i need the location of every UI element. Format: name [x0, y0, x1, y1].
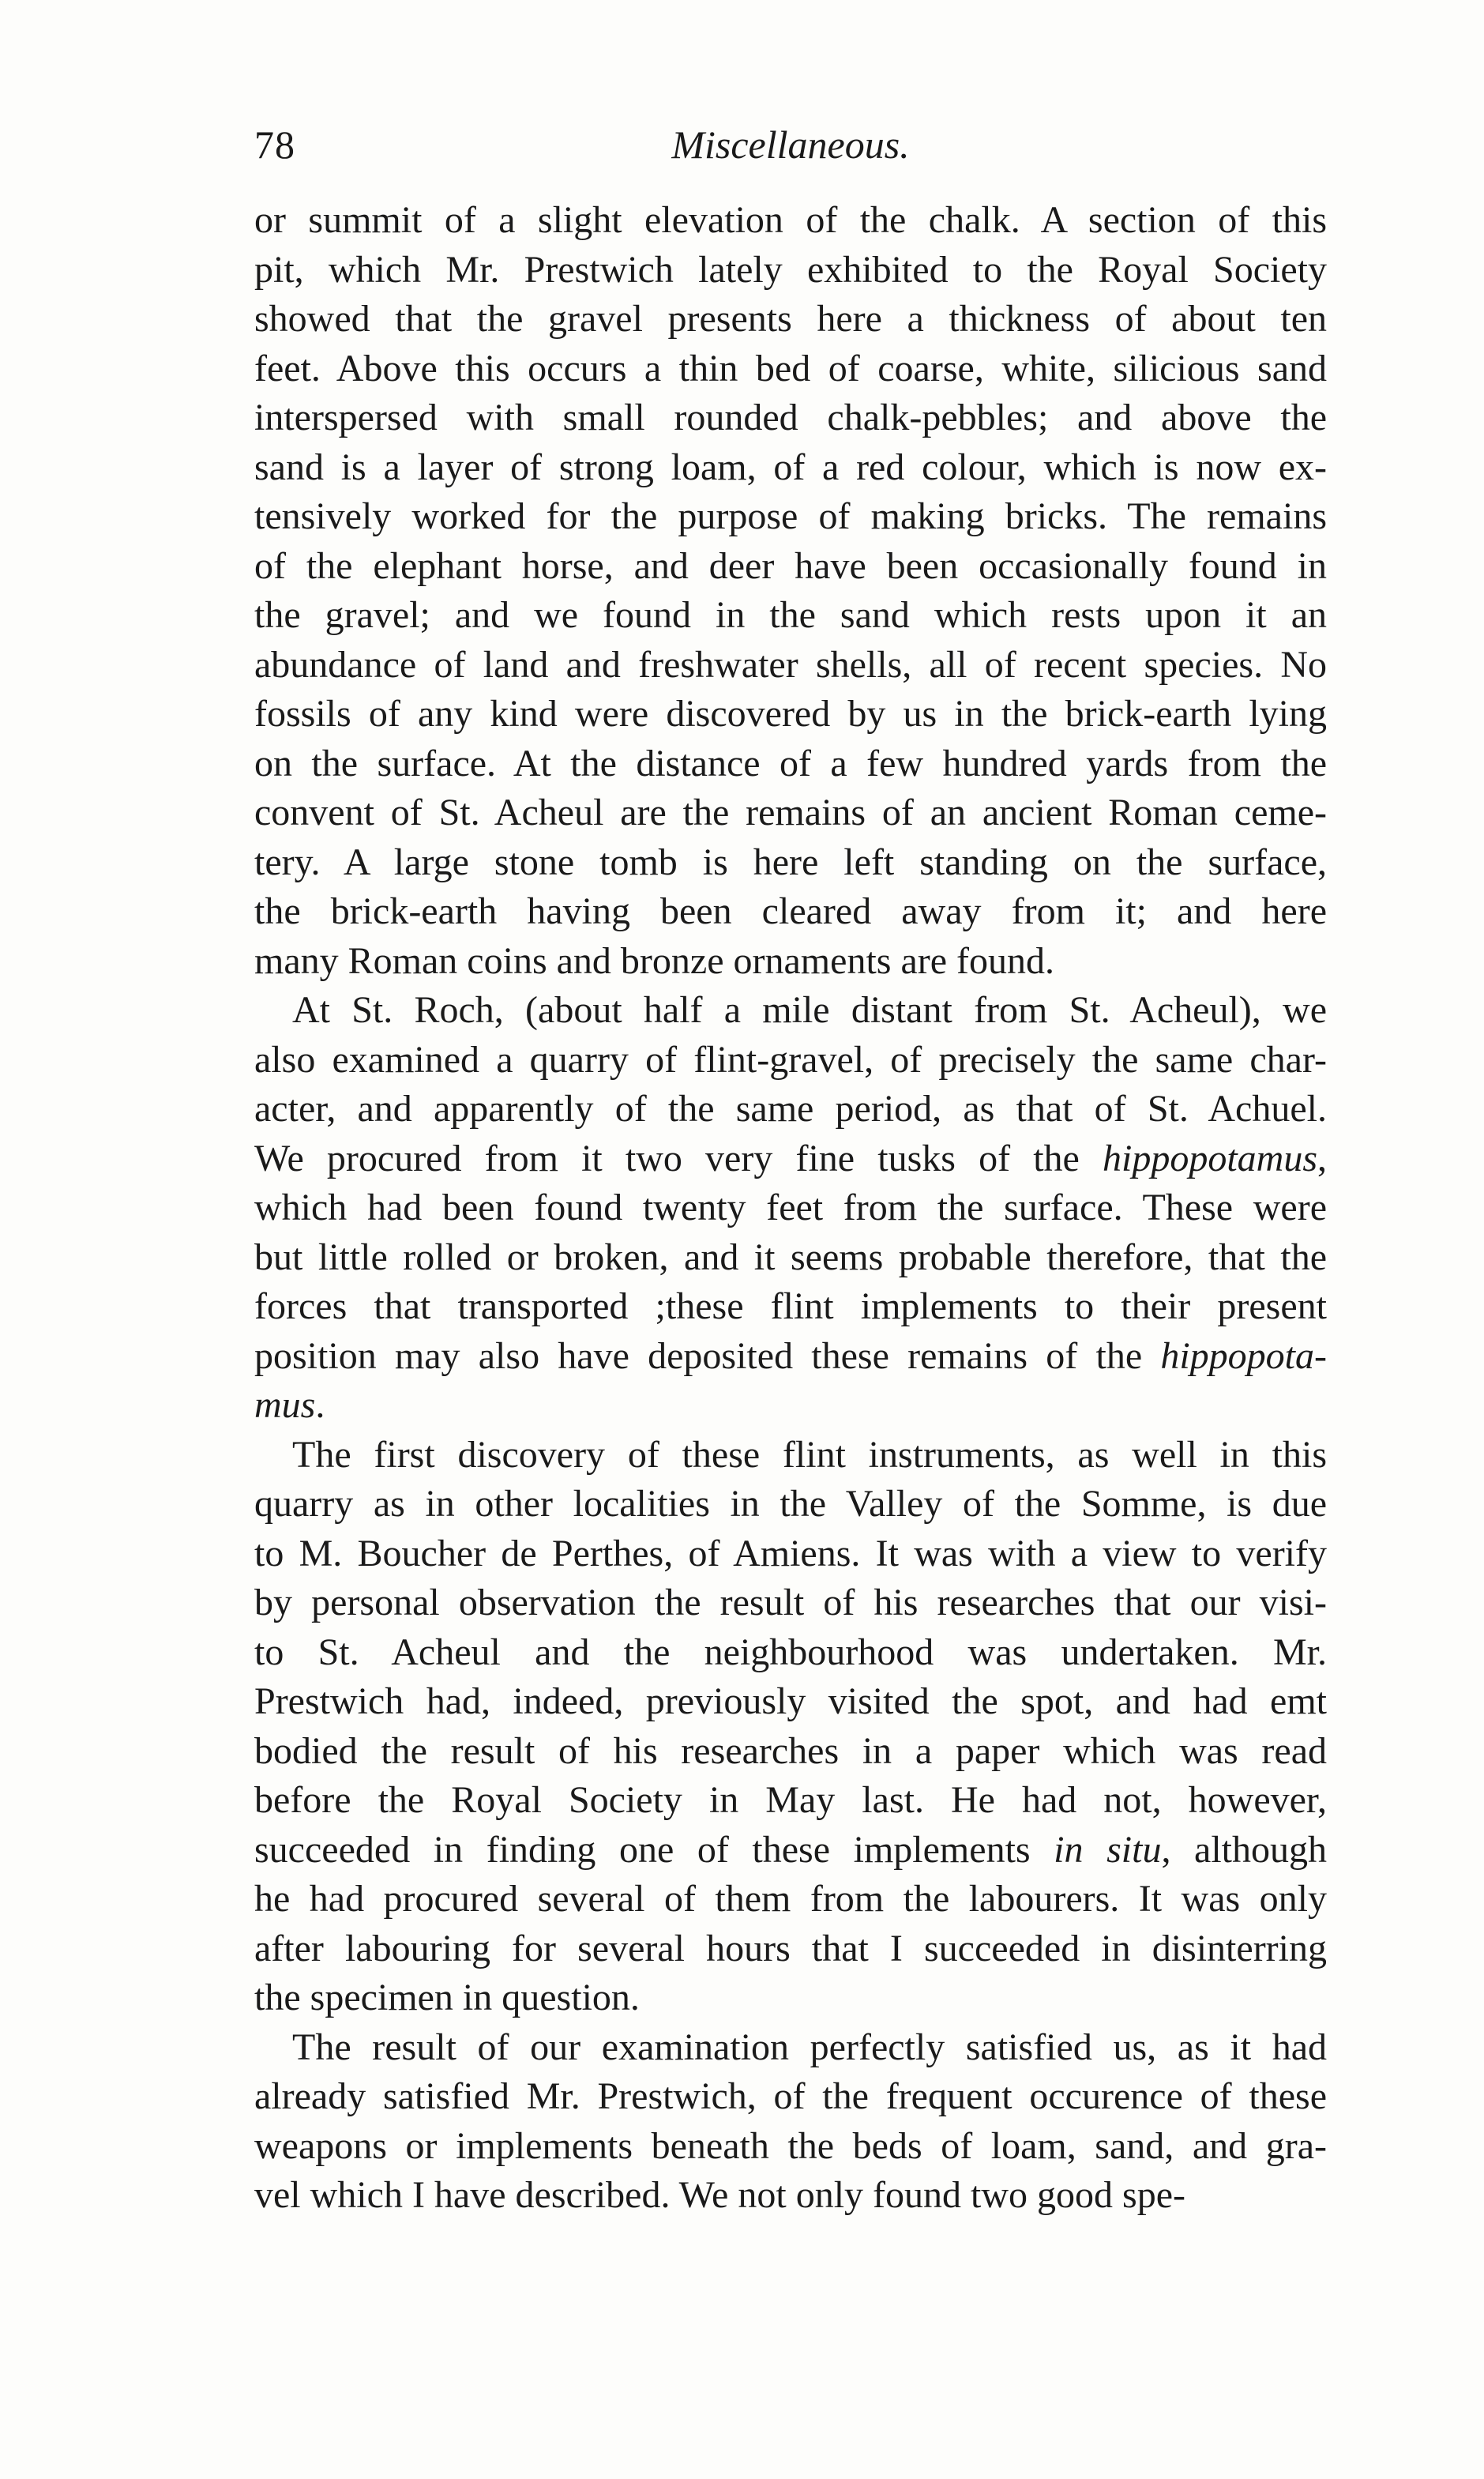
text-segment: ,	[1317, 1137, 1327, 1179]
text-line: sand is a layer of strong loam, of a red colour, which is now ex-	[254, 446, 1327, 488]
text-line: bodied the result of his researches in a paper which was read	[254, 1729, 1327, 1772]
text-line	[254, 1826, 1327, 1875]
text-line: by personal observation the result of his researches that our visi-	[254, 1582, 1327, 1623]
text-line: pit, which Mr. Prestwich lately exhibited to the Royal Society	[254, 248, 1327, 291]
text-line	[254, 1134, 1327, 1184]
body-text	[254, 196, 1327, 2221]
text-line: also examined a quarry of flint-gravel, of precisely the same char-	[254, 1038, 1327, 1081]
text-line: acter, and apparently of the same period, as that of St. Achuel.	[254, 1088, 1327, 1130]
page-number: 78	[254, 122, 295, 167]
text-segment: We procured from it two very fine tusks of the	[254, 1137, 1103, 1179]
text-line: the specimen in question.	[254, 1977, 640, 2018]
text-line: many Roman coins and bronze ornaments are found.	[254, 939, 1055, 982]
text-line: on the surface. At the distance of a few hundred yards from the	[254, 742, 1327, 784]
text-line: Prestwich had, indeed, previously visited the spot, and had emt	[254, 1680, 1327, 1722]
text-line: tensively worked for the purpose of making bricks. The remains	[254, 495, 1327, 537]
text-line: vel which I have described. We not only found two good spe-	[254, 2174, 1185, 2216]
text-line: but little rolled or broken, and it seems probable therefore, that the	[254, 1236, 1327, 1278]
text-line: interspersed with small rounded chalk-pebbles; and above the	[254, 397, 1327, 438]
paragraph	[254, 196, 1327, 986]
text-line: quarry as in other localities in the Valley of the Somme, is due	[254, 1483, 1327, 1525]
text-line: At St. Roch, (about half a mile distant from St. Acheul), we	[292, 989, 1327, 1031]
text-line: feet. Above this occurs a thin bed of coarse, white, silicious sand	[254, 347, 1327, 389]
italic-term: hippopota-	[1160, 1334, 1327, 1377]
text-segment: , although	[1161, 1828, 1327, 1871]
text-line: to M. Boucher de Perthes, of Amiens. It was with a view to verify	[254, 1532, 1327, 1574]
text-line	[254, 1381, 1327, 1431]
text-line: abundance of land and freshwater shells, all of recent species. No	[254, 643, 1327, 686]
running-head: Miscellaneous.	[671, 122, 910, 167]
page-header	[254, 117, 1327, 172]
text-line: the brick-earth having been cleared away from it; and here	[254, 890, 1327, 932]
text-line: before the Royal Society in May last. He had not, however,	[254, 1779, 1327, 1821]
text-line: showed that the gravel presents here a thickness of about ten	[254, 298, 1327, 340]
italic-term: in situ	[1054, 1828, 1162, 1871]
text-line	[254, 1332, 1327, 1382]
text-line: tery. A large stone tomb is here left standing on the surface,	[254, 841, 1327, 883]
paragraph	[254, 1431, 1327, 2023]
text-segment: succeeded in finding one of these implements	[254, 1828, 1054, 1871]
text-line: of the elephant horse, and deer have been occasionally found in	[254, 544, 1327, 587]
text-line: he had procured several of them from the labourers. It was only	[254, 1878, 1327, 1920]
italic-term: mus	[254, 1384, 316, 1426]
text-line: already satisfied Mr. Prestwich, of the frequent occurence of these	[254, 2075, 1327, 2117]
text-line: weapons or implements beneath the beds of loam, sand, and gra-	[254, 2124, 1327, 2167]
text-line: The first discovery of these flint instruments, as well in this	[292, 1433, 1327, 1476]
text-line: The result of our examination perfectly satisfied us, as it had	[292, 2026, 1327, 2068]
text-line: convent of St. Acheul are the remains of an ancient Roman ceme-	[254, 792, 1327, 833]
text-line: fossils of any kind were discovered by us in the brick-earth lying	[254, 693, 1327, 735]
text-line: or summit of a slight elevation of the chalk. A section of this	[254, 199, 1327, 241]
paragraph	[254, 986, 1327, 1431]
text-line: after labouring for several hours that I succeeded in disinterring	[254, 1927, 1327, 1969]
italic-term: hippopotamus	[1102, 1137, 1317, 1179]
text-line: which had been found twenty feet from the surface. These were	[254, 1187, 1327, 1228]
text-line: forces that transported ;these flint implements to their present	[254, 1285, 1327, 1327]
text-segment: .	[315, 1384, 325, 1426]
text-line: the gravel; and we found in the sand which rests upon it an	[254, 594, 1327, 636]
text-line: to St. Acheul and the neighbourhood was undertaken. Mr.	[254, 1631, 1327, 1673]
paragraph	[254, 2023, 1327, 2221]
text-segment: position may also have deposited these remains of the	[254, 1334, 1161, 1377]
